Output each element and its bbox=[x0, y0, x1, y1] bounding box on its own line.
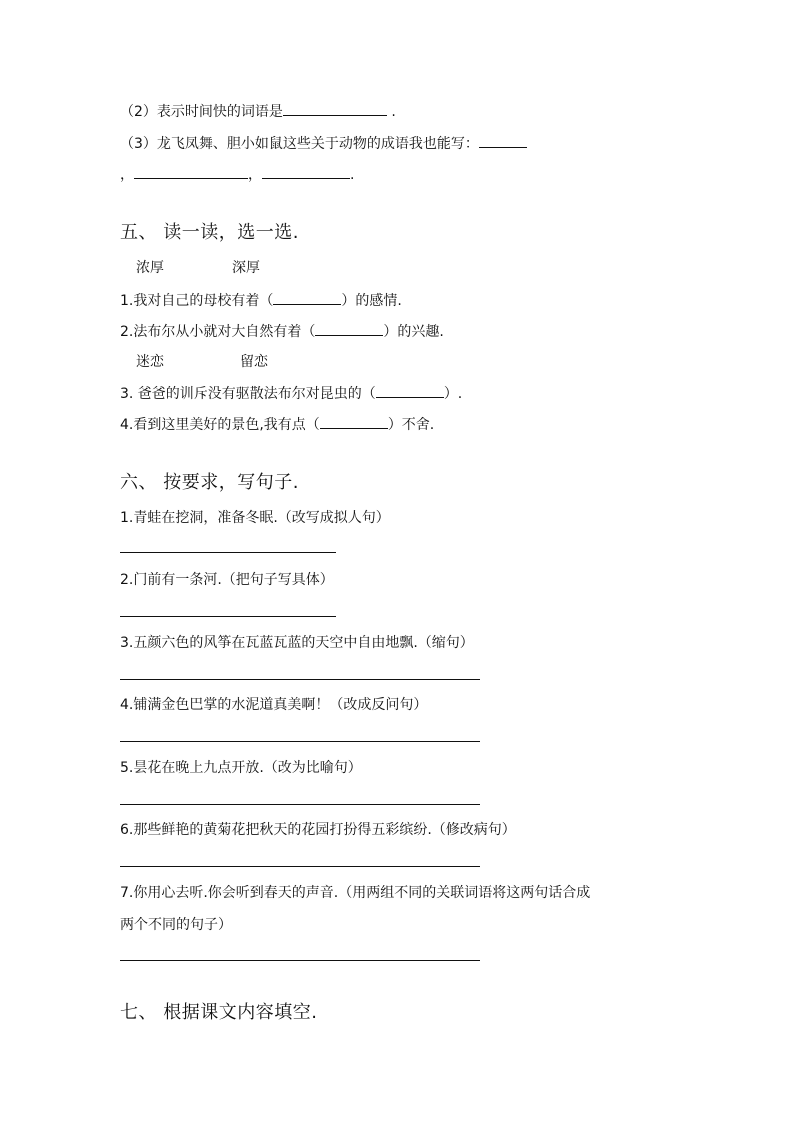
answer-line[interactable] bbox=[120, 552, 336, 553]
part6-question-4: 4.铺满金色巴掌的水泥道真美啊！（改成反问句） bbox=[120, 697, 428, 713]
part5-question-2 bbox=[120, 321, 444, 342]
question-text: （2）表示时间快的词语是 bbox=[120, 104, 283, 120]
part5-question-1 bbox=[120, 290, 402, 311]
word-option: 浓厚 bbox=[136, 260, 164, 276]
question-text: （3）龙飞凤舞、胆小如鼠这些关于动物的成语我也能写： bbox=[120, 136, 479, 152]
answer-blank[interactable] bbox=[376, 383, 444, 398]
part6-question-7: 7.你用心去听.你会听到春天的声音.（用两组不同的关联词语将这两句话合成 bbox=[120, 885, 591, 901]
answer-line[interactable] bbox=[120, 616, 336, 617]
part6-question-1: 1.青蛙在挖洞，准备冬眠.（改写成拟人句） bbox=[120, 510, 390, 526]
question-text-end: ）不舍. bbox=[387, 417, 435, 433]
part6-question-5: 5.昙花在晚上九点开放.（改为比喻句） bbox=[120, 760, 362, 776]
part6-question-2: 2.门前有一条河.（把句子写具体） bbox=[120, 572, 334, 588]
answer-line[interactable] bbox=[120, 679, 480, 680]
part5-question-3 bbox=[120, 383, 462, 404]
comma: ， bbox=[248, 167, 262, 183]
answer-blank[interactable] bbox=[262, 164, 350, 179]
answer-blank[interactable] bbox=[320, 414, 388, 429]
question-text: 4.看到这里美好的景色,我有点（ bbox=[120, 417, 320, 433]
answer-blank[interactable] bbox=[273, 290, 341, 305]
question-end: . bbox=[386, 104, 396, 120]
question-text: 1.我对自己的母校有着（ bbox=[120, 293, 274, 309]
part4-question-3 bbox=[120, 133, 527, 154]
part4-question-2 bbox=[120, 101, 396, 122]
answer-line[interactable] bbox=[120, 866, 480, 867]
question-text: 2.法布尔从小就对大自然有着（ bbox=[120, 324, 316, 340]
question-text-end: ）的感情. bbox=[341, 293, 402, 309]
answer-blank[interactable] bbox=[134, 164, 248, 179]
word-option: 深厚 bbox=[232, 260, 260, 276]
comma: ， bbox=[120, 167, 134, 183]
answer-blank[interactable] bbox=[479, 133, 527, 148]
part4-question-3-line-2 bbox=[120, 164, 354, 185]
part6-question-6: 6.那些鲜艳的黄菊花把秋天的花园打扮得五彩缤纷.（修改病句） bbox=[120, 822, 516, 838]
answer-blank[interactable] bbox=[283, 101, 387, 116]
section-5-heading: 五、 读一读，选一选. bbox=[120, 222, 299, 243]
part6-question-7-line-2: 两个不同的句子） bbox=[120, 917, 232, 933]
word-option: 留恋 bbox=[240, 354, 268, 370]
answer-line[interactable] bbox=[120, 741, 480, 742]
answer-line[interactable] bbox=[120, 804, 480, 805]
part6-question-3: 3.五颜六色的风筝在瓦蓝瓦蓝的天空中自由地飘.（缩句） bbox=[120, 635, 474, 651]
period: . bbox=[350, 167, 355, 183]
question-text-end: ）的兴趣. bbox=[383, 324, 444, 340]
answer-line[interactable] bbox=[120, 960, 480, 961]
section-7-heading: 七、 根据课文内容填空. bbox=[120, 1002, 318, 1023]
answer-blank[interactable] bbox=[315, 321, 383, 336]
part5-question-4 bbox=[120, 414, 434, 435]
question-text: 3. 爸爸的训斥没有驱散法布尔对昆虫的（ bbox=[120, 386, 376, 402]
word-option: 迷恋 bbox=[136, 354, 164, 370]
section-6-heading: 六、 按要求，写句子. bbox=[120, 472, 299, 493]
question-text-end: ）. bbox=[443, 386, 463, 402]
